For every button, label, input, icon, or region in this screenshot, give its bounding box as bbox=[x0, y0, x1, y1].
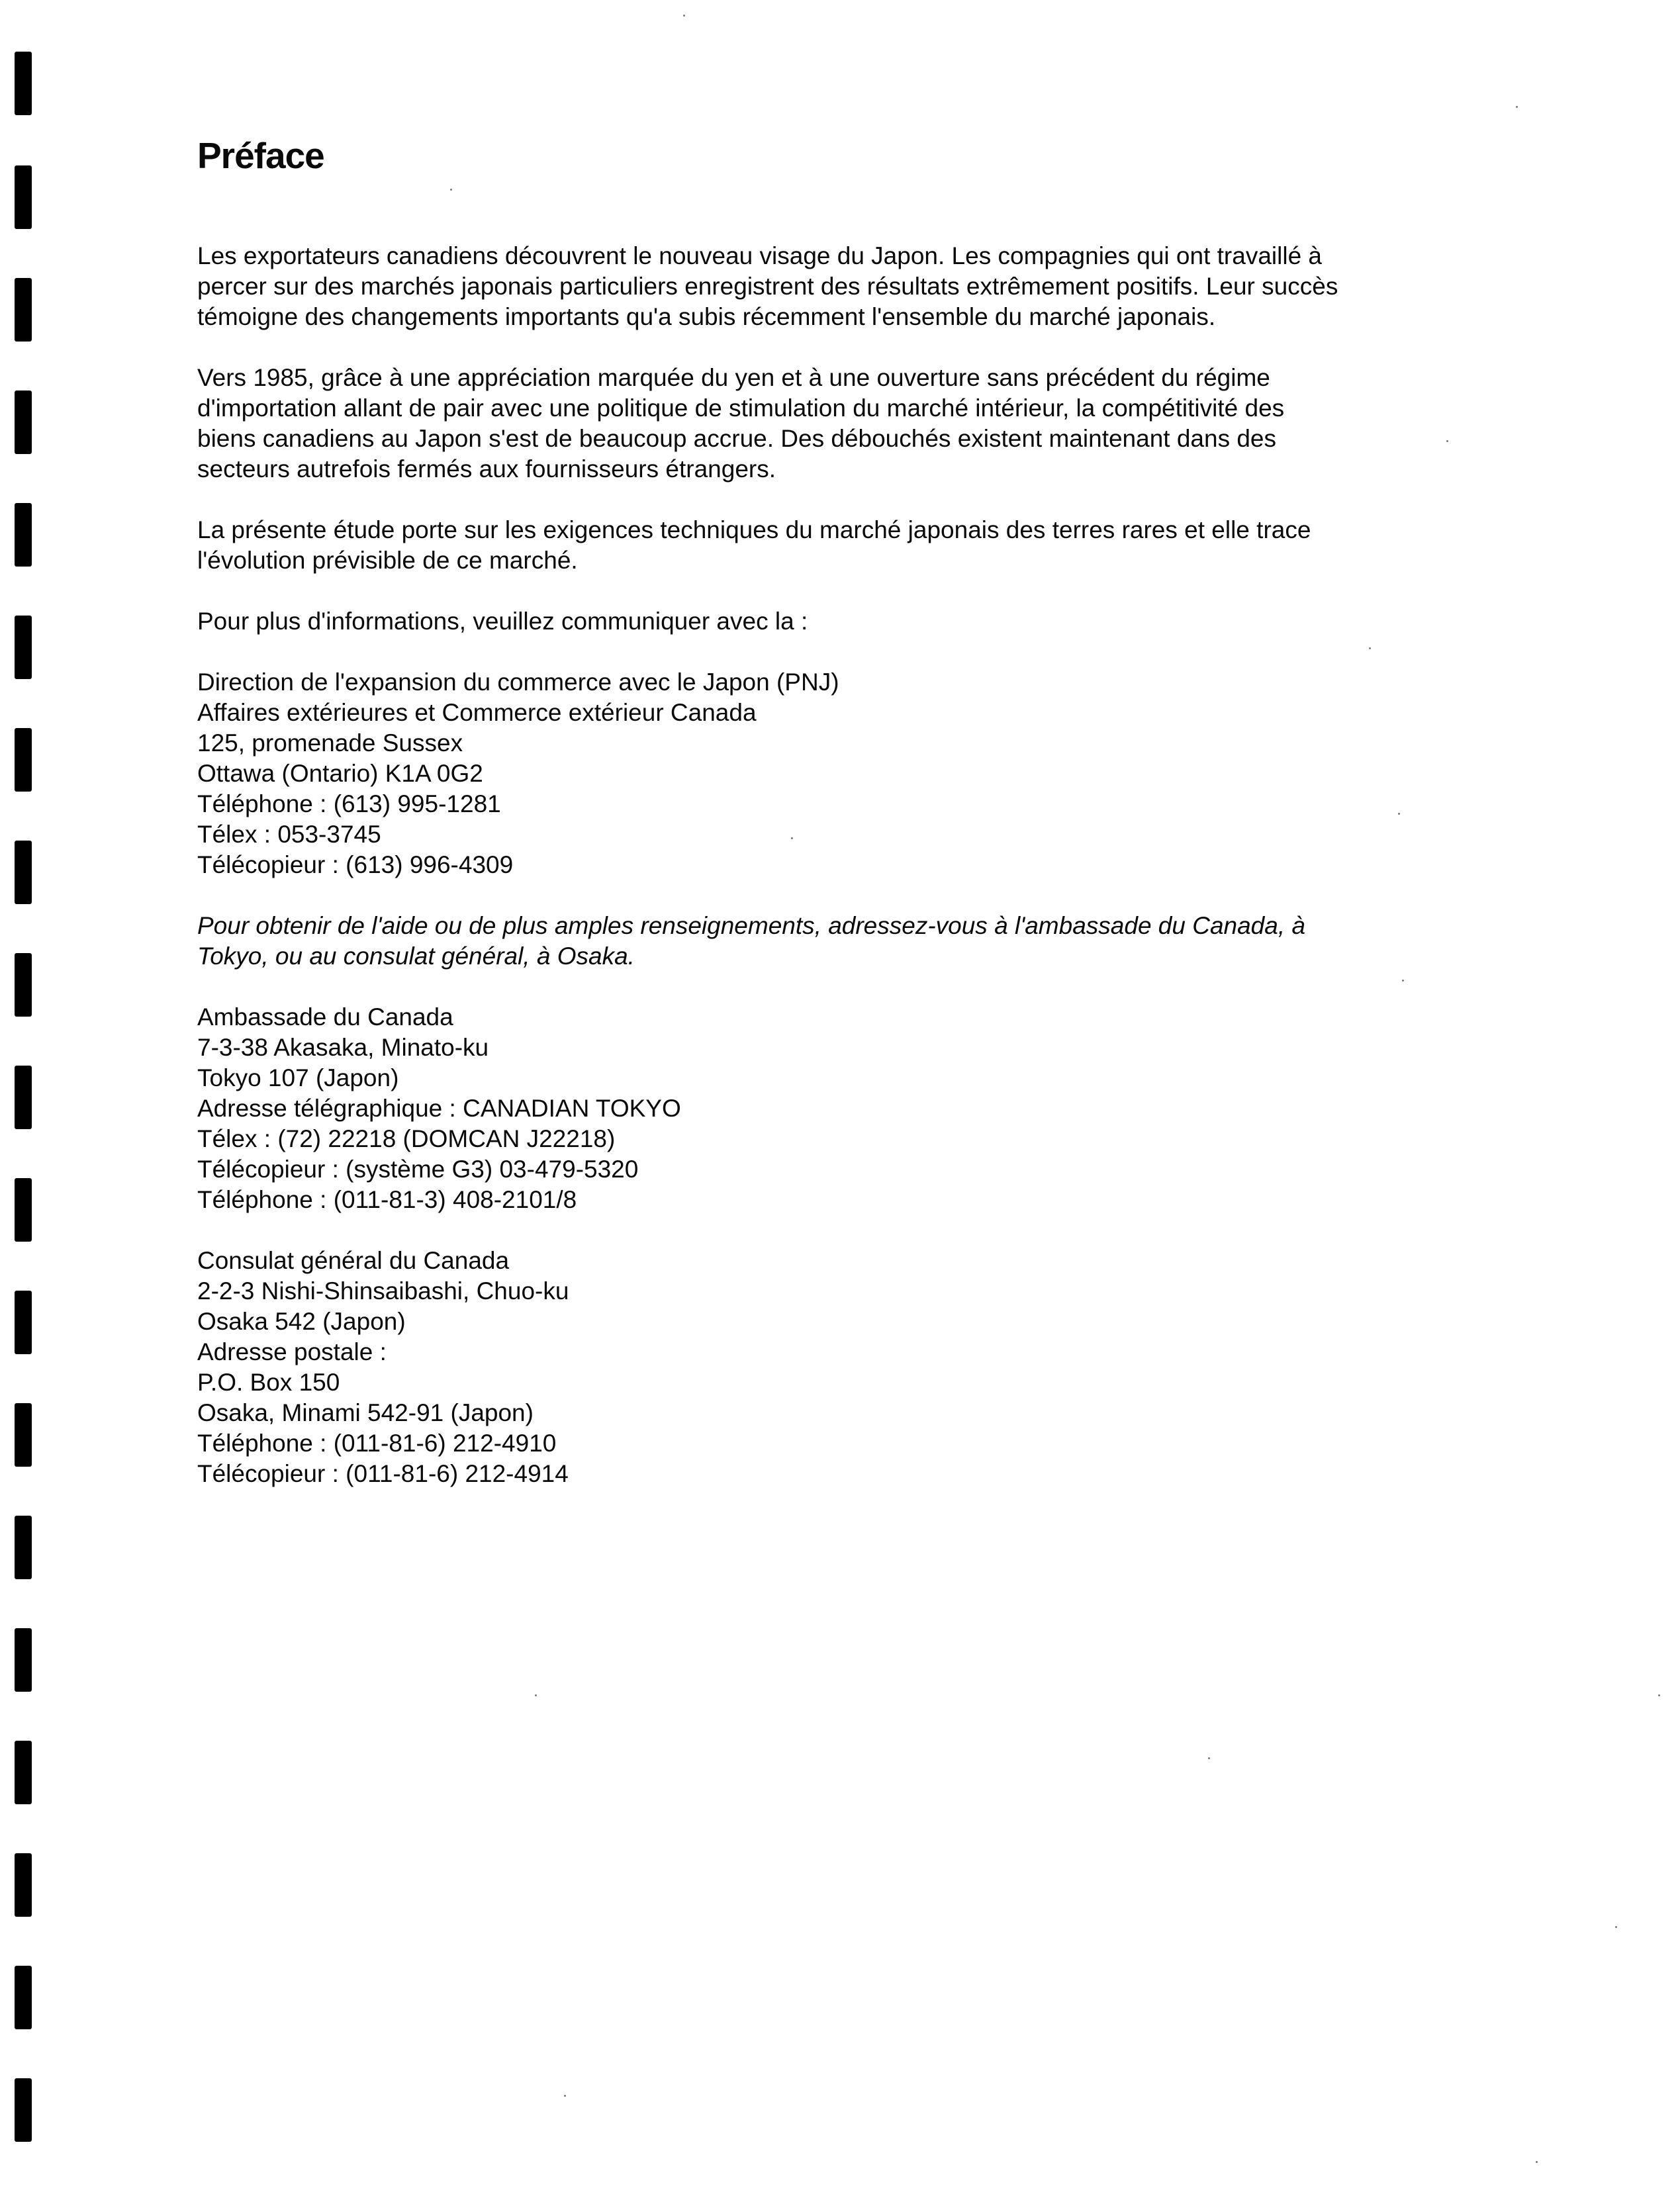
phone-line: Téléphone : (011-81-3) 408-2101/8 bbox=[197, 1186, 577, 1213]
paragraph-contact-intro bbox=[197, 606, 1521, 637]
scan-speck bbox=[535, 1694, 537, 1696]
address-consulate bbox=[197, 1246, 1521, 1489]
text-line: Pour obtenir de l'aide ou de plus amples renseignements, adressez-vous à l'ambassade du Canada, à bbox=[197, 912, 1305, 939]
fax-line: Télécopieur : (système G3) 03-479-5320 bbox=[197, 1156, 639, 1183]
address-line: P.O. Box 150 bbox=[197, 1369, 340, 1396]
binding-hole bbox=[15, 391, 32, 454]
binding-hole bbox=[15, 1516, 32, 1579]
telex-line: Télex : (72) 22218 (DOMCAN J22218) bbox=[197, 1125, 616, 1152]
text-line: l'évolution prévisible de ce marché. bbox=[197, 547, 578, 574]
text-line: La présente étude porte sur les exigences techniques du marché japonais des terres rares et elle trace bbox=[197, 516, 1311, 543]
text-line: d'importation allant de pair avec une politique de stimulation du marché intérieur, la compétitivité des bbox=[197, 394, 1285, 422]
binding-hole bbox=[15, 52, 32, 115]
binding-hole bbox=[15, 616, 32, 679]
binding-hole bbox=[15, 1853, 32, 1917]
address-line: Ambassade du Canada bbox=[197, 1003, 453, 1031]
scan-speck bbox=[564, 2095, 566, 2097]
binding-hole bbox=[15, 1966, 32, 2029]
telegraph-line: Adresse télégraphique : CANADIAN TOKYO bbox=[197, 1095, 681, 1122]
address-line: Osaka 542 (Japon) bbox=[197, 1308, 406, 1335]
text-line: Les exportateurs canadiens découvrent le nouveau visage du Japon. Les compagnies qui ont travaillé à bbox=[197, 242, 1323, 269]
phone-line: Téléphone : (613) 995-1281 bbox=[197, 790, 501, 817]
address-line: 2-2-3 Nishi-Shinsaibashi, Chuo-ku bbox=[197, 1277, 569, 1305]
scan-speck bbox=[1658, 1694, 1660, 1696]
binding-hole bbox=[15, 165, 32, 229]
scan-speck bbox=[1536, 2161, 1538, 2163]
paragraph-study bbox=[197, 515, 1521, 576]
address-line: Osaka, Minami 542-91 (Japon) bbox=[197, 1399, 534, 1426]
address-pnj bbox=[197, 667, 1521, 880]
scan-speck bbox=[1516, 106, 1518, 108]
binding-hole bbox=[15, 2078, 32, 2142]
address-line: Direction de l'expansion du commerce avec le Japon (PNJ) bbox=[197, 668, 839, 696]
binding-hole bbox=[15, 1178, 32, 1242]
address-line: Adresse postale : bbox=[197, 1338, 387, 1365]
binding-hole bbox=[15, 1291, 32, 1354]
text-line: Vers 1985, grâce à une appréciation marquée du yen et à une ouverture sans précédent du régime bbox=[197, 364, 1270, 391]
fax-line: Télécopieur : (011-81-6) 212-4914 bbox=[197, 1460, 569, 1487]
italic-note bbox=[197, 911, 1521, 972]
fax-line: Télécopieur : (613) 996-4309 bbox=[197, 851, 514, 878]
binding-holes bbox=[15, 0, 34, 2206]
address-line: Tokyo 107 (Japon) bbox=[197, 1064, 399, 1091]
text-line: biens canadiens au Japon s'est de beaucoup accrue. Des débouchés existent maintenant dans des bbox=[197, 425, 1277, 452]
text-line: Tokyo, ou au consulat général, à Osaka. bbox=[197, 942, 635, 970]
page-title: Préface bbox=[197, 135, 324, 176]
document-body bbox=[197, 132, 1521, 1520]
binding-hole bbox=[15, 953, 32, 1017]
scan-speck bbox=[683, 15, 685, 17]
address-line: 7-3-38 Akasaka, Minato-ku bbox=[197, 1034, 489, 1061]
binding-hole bbox=[15, 728, 32, 792]
text-line: témoigne des changements importants qu'a subis récemment l'ensemble du marché japonais. bbox=[197, 303, 1216, 330]
address-line: Ottawa (Ontario) K1A 0G2 bbox=[197, 760, 483, 787]
text-line: percer sur des marchés japonais particuliers enregistrent des résultats extrêmement positifs. Leur succès bbox=[197, 273, 1338, 300]
address-line: 125, promenade Sussex bbox=[197, 729, 463, 757]
phone-line: Téléphone : (011-81-6) 212-4910 bbox=[197, 1430, 557, 1457]
text-line: Pour plus d'informations, veuillez communiquer avec la : bbox=[197, 608, 808, 635]
paragraph-context bbox=[197, 363, 1521, 484]
binding-hole bbox=[15, 841, 32, 904]
paragraph-intro bbox=[197, 241, 1521, 332]
address-line: Affaires extérieures et Commerce extérieur Canada bbox=[197, 699, 757, 726]
binding-hole bbox=[15, 1403, 32, 1467]
text-line: secteurs autrefois fermés aux fournisseurs étrangers. bbox=[197, 455, 776, 483]
address-embassy bbox=[197, 1002, 1521, 1215]
scan-speck bbox=[1615, 1926, 1617, 1928]
telex-line: Télex : 053-3745 bbox=[197, 821, 381, 848]
binding-hole bbox=[15, 503, 32, 567]
address-line: Consulat général du Canada bbox=[197, 1247, 510, 1274]
binding-hole bbox=[15, 1066, 32, 1129]
binding-hole bbox=[15, 1628, 32, 1692]
scan-speck bbox=[1208, 1757, 1210, 1759]
binding-hole bbox=[15, 1741, 32, 1804]
binding-hole bbox=[15, 278, 32, 342]
